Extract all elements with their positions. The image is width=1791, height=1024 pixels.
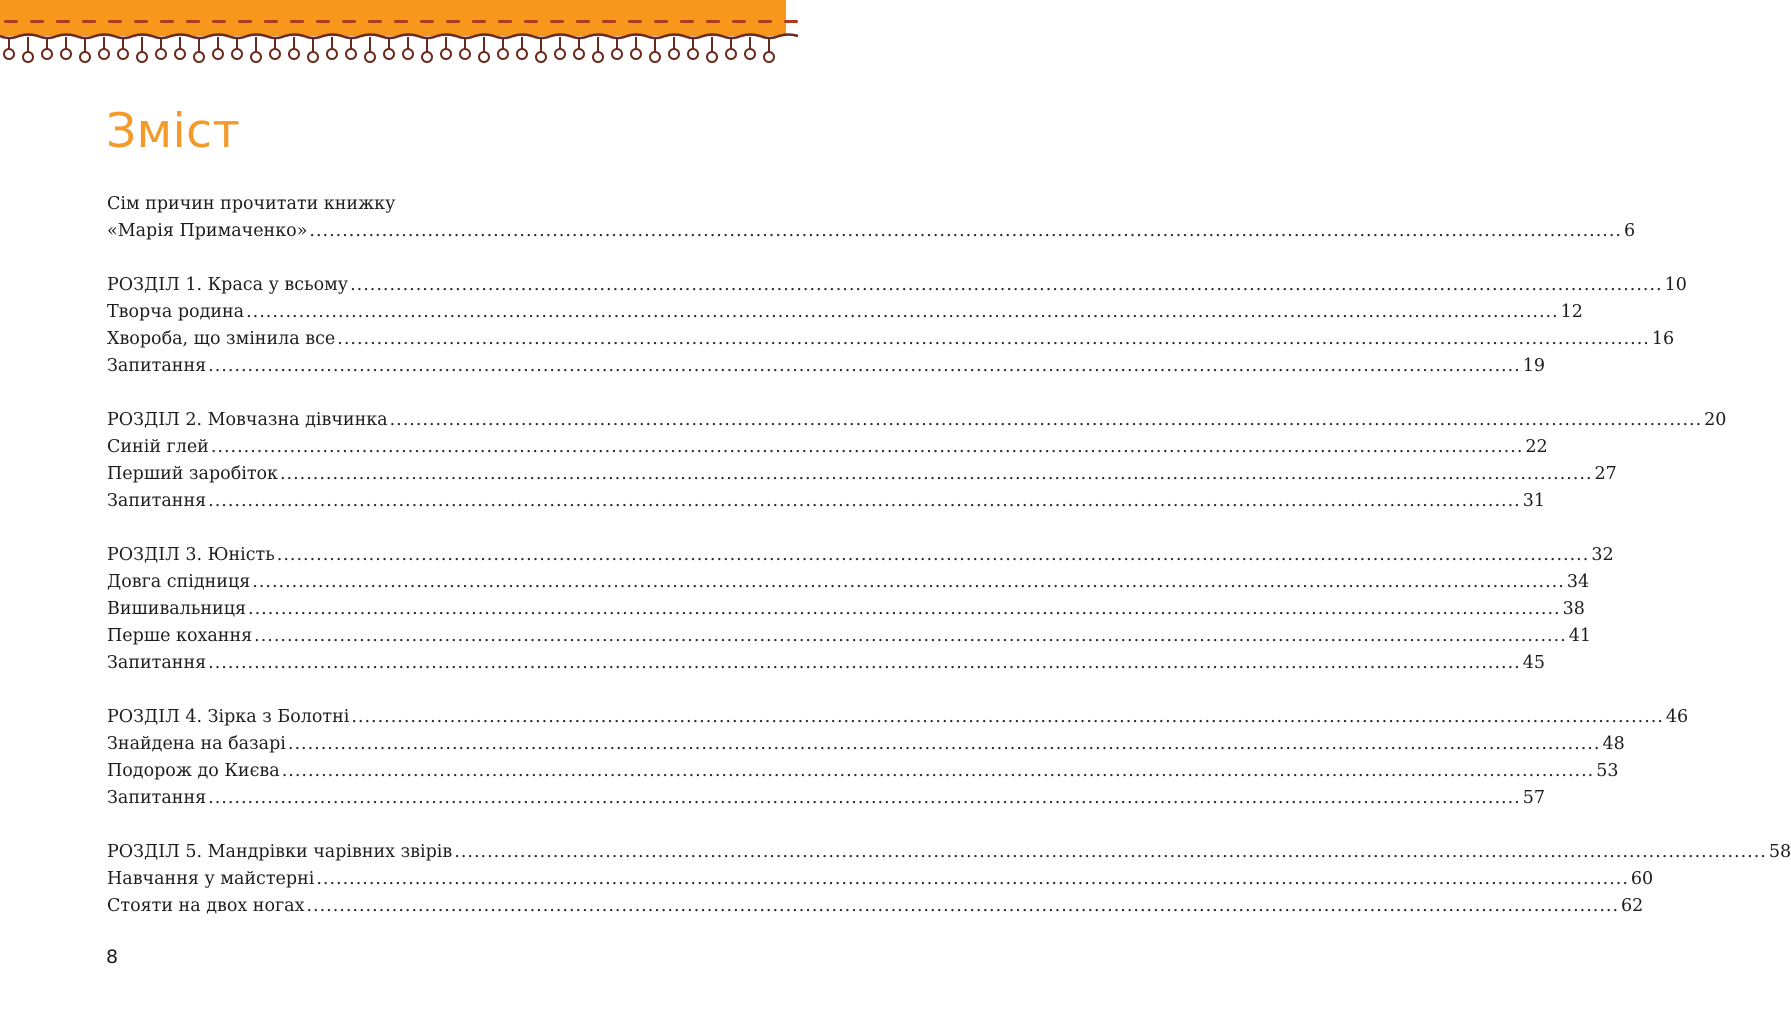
toc-entry-page: 34 — [1566, 572, 1590, 592]
section-gap — [107, 812, 673, 839]
toc-entry-page: 20 — [1704, 410, 1727, 430]
leader-dots: ........................................................................................................................................................................................................ — [389, 410, 1703, 430]
section-gap — [107, 677, 673, 704]
leader-dots: ........................................................................................................................................................................................................ — [208, 491, 1521, 511]
tassel — [327, 37, 337, 59]
toc-chapter-heading[interactable] — [107, 407, 1727, 434]
toc-entry-label: Подорож до Києва — [107, 761, 280, 781]
tassel — [536, 37, 546, 62]
tassel — [764, 37, 774, 62]
toc-entry[interactable] — [107, 569, 1590, 596]
toc-entry-page: 48 — [1602, 734, 1625, 754]
tassel — [688, 37, 698, 59]
banner-dash — [654, 20, 668, 23]
toc-entry[interactable] — [107, 893, 1644, 920]
section-gap — [107, 515, 673, 542]
toc-entry-page: 41 — [1568, 626, 1591, 646]
tassel — [4, 37, 14, 59]
toc-entry-label: РОЗДІЛ 3. Юність — [107, 545, 275, 565]
toc-entry-page: 6 — [1623, 221, 1636, 241]
banner-dash — [732, 20, 746, 23]
banner-dash — [706, 20, 720, 23]
tassel — [555, 37, 565, 59]
fringe-tassels — [4, 37, 774, 62]
toc-entry-page: 16 — [1651, 329, 1675, 349]
leader-dots: ........................................................................................................................................................................................................ — [350, 275, 1663, 295]
section-gap — [107, 245, 673, 272]
page-title: Зміст — [106, 104, 241, 159]
page-number: 8 — [106, 946, 119, 968]
toc-entry-page: 38 — [1562, 599, 1585, 619]
tassel — [308, 37, 318, 62]
tassel — [479, 37, 489, 62]
tassel — [232, 37, 242, 59]
banner-dash — [446, 20, 460, 23]
banner-dash — [134, 20, 148, 23]
toc-entry-label: Хвороба, що змінила все — [107, 329, 336, 349]
banner-dash — [498, 20, 512, 23]
tassel — [631, 37, 641, 59]
toc-entry-page: 10 — [1664, 275, 1687, 295]
leader-dots: ........................................................................................................................................................................................................ — [254, 626, 1567, 646]
banner-dash — [108, 20, 122, 23]
toc-entry[interactable] — [107, 866, 1654, 893]
leader-dots: ........................................................................................................................................................................................................ — [248, 599, 1561, 619]
tassel — [517, 37, 527, 59]
toc-entry-page: 31 — [1522, 491, 1545, 511]
tassel — [156, 37, 166, 59]
tassel — [593, 37, 603, 62]
toc-entry-label: Стояти на двох ногах — [107, 896, 305, 916]
toc-entry[interactable] — [107, 758, 1619, 785]
banner-dash — [316, 20, 330, 23]
banner-dash — [56, 20, 70, 23]
leader-dots: ........................................................................................................................................................................................................ — [252, 572, 1565, 592]
toc-entry-page: 46 — [1665, 707, 1689, 727]
tassel — [23, 37, 33, 62]
banner-dash — [784, 20, 798, 23]
tassel — [270, 37, 280, 59]
toc-entry-page: 19 — [1522, 356, 1545, 376]
toc-entry-page: 58 — [1768, 842, 1791, 862]
tassel — [498, 37, 508, 59]
toc-entry-label: Синій глей — [107, 437, 209, 457]
toc-entry-label: Довга спідниця — [107, 572, 251, 592]
toc-entry[interactable] — [107, 731, 1625, 758]
toc-intro-line1: Сім причин прочитати книжку — [107, 194, 396, 214]
tassel — [194, 37, 204, 62]
leader-dots: ........................................................................................................................................................................................................ — [210, 437, 1524, 457]
tassel — [384, 37, 394, 59]
banner-dash — [550, 20, 564, 23]
toc-entry-page: 12 — [1560, 302, 1583, 322]
leader-dots: ........................................................................................................................................................................................................ — [279, 464, 1593, 484]
tassel — [213, 37, 223, 59]
toc-entry[interactable] — [107, 353, 1545, 380]
leader-dots: ........................................................................................................................................................................................................ — [281, 761, 1595, 781]
toc-entry[interactable] — [107, 785, 1545, 812]
toc-entry[interactable] — [107, 650, 1545, 677]
toc-entry-label: Творча родина — [107, 302, 245, 322]
tassel — [441, 37, 451, 59]
toc-entry[interactable] — [107, 596, 1585, 623]
leader-dots: ........................................................................................................................................................................................................ — [316, 869, 1629, 889]
banner-dash — [160, 20, 174, 23]
toc-entry-label: Запитання — [107, 491, 207, 511]
toc-entry-label: РОЗДІЛ 5. Мандрівки чарівних звірів — [107, 842, 453, 862]
toc-entry-page: 45 — [1522, 653, 1545, 673]
leader-dots: ........................................................................................................................................................................................................ — [208, 356, 1521, 376]
banner-dash — [342, 20, 356, 23]
toc-entry-label: Запитання — [107, 356, 207, 376]
toc-entry-label: РОЗДІЛ 1. Краса у всьому — [107, 275, 349, 295]
tassel — [289, 37, 299, 59]
toc-chapter-heading[interactable] — [107, 839, 1791, 866]
tassel — [669, 37, 679, 59]
table-of-contents — [107, 191, 1791, 920]
toc-entry-page: 57 — [1522, 788, 1545, 808]
banner-dash — [524, 20, 538, 23]
banner-dash — [758, 20, 772, 23]
banner-dash — [212, 20, 226, 23]
toc-entry-page: 22 — [1525, 437, 1548, 457]
toc-entry-label: «Марія Примаченко» — [107, 221, 308, 241]
tassel — [118, 37, 128, 59]
tassel — [365, 37, 375, 62]
banner-dash — [472, 20, 486, 23]
decorative-banner — [0, 0, 786, 72]
banner-dash — [238, 20, 252, 23]
leader-dots: ........................................................................................................................................................................................................ — [208, 788, 1521, 808]
toc-chapter-heading[interactable] — [107, 272, 1687, 299]
banner-dash — [4, 20, 18, 23]
banner-dash — [576, 20, 590, 23]
tassel — [460, 37, 470, 59]
tassel — [612, 37, 622, 59]
toc-entry-page: 62 — [1621, 896, 1644, 916]
leader-dots: ........................................................................................................................................................................................................ — [276, 545, 1590, 565]
tassel — [137, 37, 147, 62]
toc-entry-page: 32 — [1591, 545, 1614, 565]
leader-dots: ........................................................................................................................................................................................................ — [337, 329, 1650, 349]
toc-entry-label: Перше кохання — [107, 626, 253, 646]
toc-entry-page: 27 — [1594, 464, 1617, 484]
toc-entry-label: Знайдена на базарі — [107, 734, 286, 754]
leader-dots: ........................................................................................................................................................................................................ — [287, 734, 1601, 754]
tassel — [80, 37, 90, 62]
banner-dash — [680, 20, 694, 23]
toc-chapter-heading[interactable] — [107, 542, 1614, 569]
banner-dash — [264, 20, 278, 23]
tassel — [99, 37, 109, 59]
leader-dots: ........................................................................................................................................................................................................ — [208, 653, 1521, 673]
leader-dots: ........................................................................................................................................................................................................ — [246, 302, 1559, 322]
tassel — [42, 37, 52, 59]
banner-stripe — [0, 0, 786, 36]
leader-dots: ........................................................................................................................................................................................................ — [454, 842, 1767, 862]
toc-entry[interactable] — [107, 326, 1675, 353]
toc-entry-label: РОЗДІЛ 2. Мовчазна дівчинка — [107, 410, 388, 430]
tassel — [745, 37, 755, 59]
toc-entry[interactable] — [107, 623, 1591, 650]
toc-entry-label: Запитання — [107, 653, 207, 673]
toc-entry[interactable] — [107, 488, 1545, 515]
section-gap — [107, 380, 673, 407]
leader-dots: ........................................................................................................................................................................................................ — [306, 896, 1620, 916]
tassel — [251, 37, 261, 62]
banner-dash — [186, 20, 200, 23]
toc-entry-label: Перший заробіток — [107, 464, 278, 484]
banner-dash — [628, 20, 642, 23]
toc-entry-label: РОЗДІЛ 4. Зірка з Болотні — [107, 707, 350, 727]
tassel — [346, 37, 356, 59]
leader-dots: ........................................................................................................................................................................................................ — [309, 221, 1622, 241]
banner-dash — [30, 20, 44, 23]
tassel — [403, 37, 413, 59]
tassel — [61, 37, 71, 59]
toc-entry-label: Навчання у майстерні — [107, 869, 315, 889]
tassel — [422, 37, 432, 62]
banner-dash — [290, 20, 304, 23]
tassel — [175, 37, 185, 59]
tassel — [707, 37, 717, 62]
toc-chapter-heading[interactable] — [107, 704, 1689, 731]
toc-entry-label: Вишивальниця — [107, 599, 247, 619]
banner-dash — [602, 20, 616, 23]
tassel — [726, 37, 736, 59]
toc-entry[interactable] — [107, 461, 1617, 488]
tassel — [650, 37, 660, 62]
banner-dash — [420, 20, 434, 23]
tassel — [574, 37, 584, 59]
toc-entry-page: 53 — [1596, 761, 1619, 781]
leader-dots: ........................................................................................................................................................................................................ — [351, 707, 1664, 727]
toc-entry[interactable] — [107, 434, 1548, 461]
banner-dash — [368, 20, 382, 23]
toc-entry-page: 60 — [1630, 869, 1654, 889]
banner-dash — [394, 20, 408, 23]
toc-entry[interactable] — [107, 299, 1583, 326]
banner-dash — [82, 20, 96, 23]
toc-entry-label: Запитання — [107, 788, 207, 808]
toc-intro-entry[interactable] — [107, 218, 1636, 245]
toc-sections — [107, 245, 1791, 920]
